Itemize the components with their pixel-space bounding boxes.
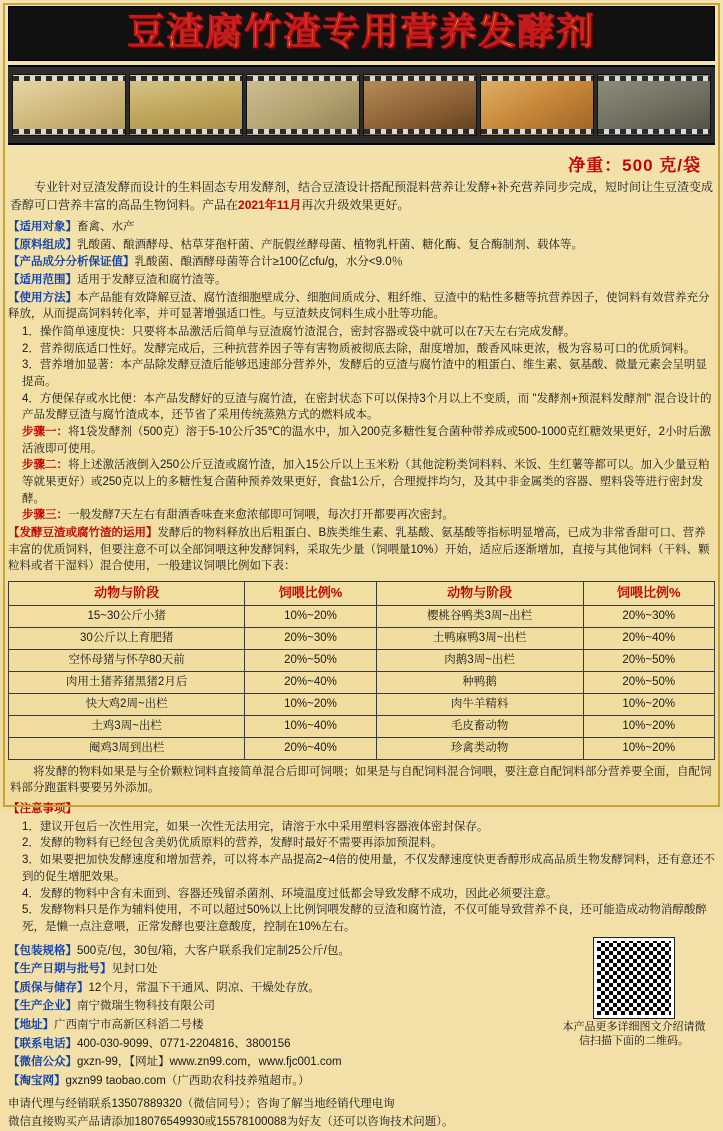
note-item: 4．发酵的物料中含有未面到、容器还残留杀菌剂、环境温度过低都会导致发酵不成功，因此必须要注意。 <box>22 887 558 900</box>
spec-wechat <box>8 1053 715 1072</box>
spec-address-value: 广西南宁市高新区科滔二号楼 <box>54 1019 204 1032</box>
spec-phone-label: 【联系电话】 <box>8 1037 77 1050</box>
field-application-label: 【发酵豆渣或腐竹渣的运用】 <box>8 526 158 539</box>
spec-wechat-label: 【微信公众】 <box>8 1056 77 1069</box>
field-composition <box>8 254 715 271</box>
photo-frame-6 <box>597 74 711 136</box>
cell-animal-left: 肉用土猪荞猪黑猪2月后 <box>9 671 245 693</box>
field-usage <box>8 290 715 323</box>
field-ingredients-label: 【原料组成】 <box>8 238 77 251</box>
photo-frame-3 <box>246 74 360 136</box>
cell-ratio-left: 10%~20% <box>245 693 376 715</box>
field-application-value: 发酵后的物料释放出后粗蛋白、B族类维生素、乳基酸、氨基酸等指标明显增高，已成为非常香甜可口、营养丰富的优质饲料，但要注意不可以全部饲喂这种发酵饲料，采取先少量（饲喂量10%）开始，适应后逐渐增加，直接与其他饲料（干料、颗粒料或者干湿料）混合使用，一般建议饲喂比例如下表： <box>8 526 710 573</box>
spec-package-value: 500克/包，30包/箱，大客户联系我们定制25公斤/包。 <box>77 944 350 957</box>
field-ingredients-value: 乳酸菌、酿酒酵母、枯草芽孢杆菌、产朊假丝酵母菌、植物乳杆菌、糖化酶、复合酶制剂、载体等。 <box>77 238 583 251</box>
table-row <box>9 693 715 715</box>
cell-ratio-right: 10%~20% <box>583 737 715 759</box>
table-row <box>9 671 715 693</box>
spec-date-value: 见封口处 <box>111 963 158 976</box>
usage-step-2: 2．营养彻底适口性好。发酵完成后，三种抗营养因子等有害物质被彻底去除，甜度增加，酸香风味更浓，极为容易可口的优质饲料。 <box>22 342 696 355</box>
table-row <box>9 737 715 759</box>
cell-ratio-left: 20%~30% <box>245 627 376 649</box>
field-scope-label: 【适用范围】 <box>8 273 77 286</box>
footer-line-1: 申请代理与经销联系13507889320（微信同号）；咨询了解当地经销代理电询 <box>8 1097 395 1110</box>
table-header-ratio-left: 饲喂比例% <box>245 581 376 605</box>
footer-contact <box>8 1095 715 1131</box>
field-target <box>8 219 715 236</box>
notes-label: 【注意事项】 <box>8 803 77 816</box>
procedure-step-3-text: 一般发酵7天左右有甜酒香味查来愈浓郁即可饲喂，每次打开都要再次密封。 <box>68 509 454 522</box>
spec-block <box>8 942 715 1131</box>
qr-code-image <box>594 938 674 1018</box>
cell-animal-right: 毛皮畜动物 <box>376 715 583 737</box>
table-row <box>9 605 715 627</box>
procedure-step-1-text: 将1袋发酵剂（500克）溶于5-10公斤35℃的温水中，加入200克多糖性复合菌种带养成或500-1000克红糖效果更好，2小时后激活液即可使用。 <box>22 425 711 455</box>
cell-animal-left: 空怀母猪与怀孕80天前 <box>9 649 245 671</box>
table-row <box>9 715 715 737</box>
feeding-ratio-table <box>8 581 715 760</box>
notes-heading <box>8 801 715 818</box>
spec-phone-value: 400-030-9099、0771-2204816、3800156 <box>77 1037 291 1050</box>
cell-ratio-right: 10%~20% <box>583 693 715 715</box>
cell-ratio-left: 20%~50% <box>245 649 376 671</box>
spec-taobao <box>8 1072 715 1091</box>
photo-frame-2 <box>129 74 243 136</box>
field-scope-value: 适用于发酵豆渣和腐竹渣等。 <box>77 273 227 286</box>
spec-package-label: 【包装规格】 <box>8 944 77 957</box>
note-item: 3．如果要把加快发酵速度和增加营养，可以将本产品提高2~4倍的使用量，不仅发酵速度快更香醇形成高品质生物发酵饲料，还有意还不到的促生增肥效果。 <box>22 854 715 883</box>
table-row <box>9 649 715 671</box>
field-scope <box>8 272 715 289</box>
spec-taobao-value: gxzn99 taobao.com（广西助农科技养殖超市。） <box>65 1074 310 1087</box>
cell-ratio-left: 20%~40% <box>245 737 376 759</box>
cell-ratio-right: 20%~30% <box>583 605 715 627</box>
cell-animal-right: 肉牛羊精料 <box>376 693 583 715</box>
field-composition-label: 【产品成分分析保证值】 <box>8 256 135 269</box>
field-composition-value: 乳酸菌、酿酒酵母菌等合计≥100亿cfu/g，水分<9.0％ <box>134 256 404 269</box>
cell-ratio-left: 10%~40% <box>245 715 376 737</box>
spec-taobao-label: 【淘宝网】 <box>8 1074 66 1087</box>
cell-animal-left: 阉鸡3周到出栏 <box>9 737 245 759</box>
cell-ratio-left: 10%~20% <box>245 605 376 627</box>
cell-ratio-right: 20%~50% <box>583 649 715 671</box>
note-item: 1．建议开包后一次性用完，如果一次性无法用完，请溶于水中采用塑料容器液体密封保存。 <box>22 820 489 833</box>
table-header-ratio-right: 饲喂比例% <box>583 581 715 605</box>
intro-paragraph: 专业针对豆渣发酵而设计的生料固态专用发酵剂，结合豆渣设计搭配预混料营养让发酵+补充营养同步完成，短时间让生豆渣变成香醇可口营养丰富的高品生物饲料。产品在2021年11月再次升级效果更好。 <box>10 179 714 212</box>
cell-animal-left: 土鸡3周~出栏 <box>9 715 245 737</box>
footer-line-2: 微信直接购买产品请添加18076549930或15578100088为好友（还可以咨询技术问题）。 <box>8 1115 454 1128</box>
field-usage-value: 本产品能有效降解豆渣、腐竹渣细胞壁成分、细胞间质成分、粗纤维、豆渣中的粘性多糖等抗营养因子，使饲料有效营养充分释放，从而提高饲料转化率，并可显著增强适口性。与豆渣麸皮饲料生成小肚等功能。 <box>8 291 710 321</box>
field-target-value: 畜禽、水产 <box>77 220 135 233</box>
spec-shelf-life-label: 【质保与储存】 <box>8 981 89 994</box>
table-header-row <box>9 581 715 605</box>
photo-filmstrip <box>8 65 715 145</box>
content-body <box>8 178 715 1131</box>
cell-ratio-left: 20%~40% <box>245 671 376 693</box>
spec-address-label: 【地址】 <box>8 1019 54 1032</box>
field-usage-label: 【使用方法】 <box>8 291 77 304</box>
procedure-step-3-label: 步骤三： <box>22 509 68 522</box>
procedure-step-2 <box>8 457 715 507</box>
usage-step-3: 3．营养增加显著：本产品除发酵豆渣后能够迅速部分营养外，发酵后的豆渣与腐竹渣中的粗蛋白、维生素、氨基酸、微量元素会呈明显提高。 <box>22 359 707 388</box>
table-row <box>9 627 715 649</box>
procedure-step-2-text: 将上述激活液倒入250公斤豆渣或腐竹渣，加入15公斤以上玉米粉（其他淀粉类饲料料、米饭、生红薯等都可以。加入少量豆粕等就果更好）或250克以上的多糖性复合菌种预养效果更好，食盐1公斤，合理搅拌均匀，及其中非金属类的容器、塑料袋等进行密封发酵。 <box>22 459 710 505</box>
spec-date-label: 【生产日期与批号】 <box>8 963 112 976</box>
qr-area <box>559 938 709 1050</box>
spec-wechat-value: gxzn-99，【网址】www.zn99.com，www.fjc001.com <box>77 1056 342 1069</box>
spec-shelf-life-value: 12个月，常温下干通风、阴凉、干燥处存放。 <box>88 981 320 994</box>
cell-animal-left: 15~30公斤小猪 <box>9 605 245 627</box>
spec-manufacturer-label: 【生产企业】 <box>8 1000 77 1013</box>
intro-date-highlight: 2021年11月 <box>238 197 302 212</box>
usage-step-1: 1．操作简单速度快：只要将本品激活后简单与豆渣腐竹渣混合，密封容器或袋中就可以在7天左右完成发酵。 <box>22 325 576 338</box>
usage-note: 4．方便保存或水比便：本产品发酵好的豆渣与腐竹渣，在密封状态下可以保持3个月以上不变质，而 "发酵剂+预混料发酵剂" 混合设计的产品发酵豆渣与腐竹渣成本，还节省了采用传统蒸熟方式的燃料成本。 <box>22 392 712 422</box>
cell-ratio-right: 20%~40% <box>583 627 715 649</box>
cell-animal-right: 土鸭麻鸭3周~出栏 <box>376 627 583 649</box>
photo-frame-4 <box>363 74 477 136</box>
cell-animal-right: 珍禽类动物 <box>376 737 583 759</box>
page-title: 豆渣腐竹渣专用营养发酵剂 <box>127 10 596 53</box>
cell-animal-left: 30公斤以上育肥猪 <box>9 627 245 649</box>
qr-caption: 本产品更多详细图文介绍请微信扫描下面的二维码。 <box>562 1020 706 1048</box>
spec-manufacturer-value: 南宁微瑞生物科技有限公司 <box>77 1000 215 1013</box>
cell-ratio-right: 20%~50% <box>583 671 715 693</box>
procedure-step-3 <box>8 507 715 524</box>
photo-frame-1 <box>12 74 126 136</box>
net-weight: 净重：500 克/袋 <box>568 155 701 175</box>
photo-frame-5 <box>480 74 594 136</box>
procedure-step-1-label: 步骤一： <box>22 425 68 438</box>
note-item: 5．发酵物料只是作为辅料使用，不可以超过50%以上比例饲喂发酵的豆渣和腐竹渣，不仅可能导致营养不良，还可能造成动物消醇酸醉死，是懒一点注意喂，正常发酵也要注意酸度，控制在10%左右。 <box>22 904 707 933</box>
field-target-label: 【适用对象】 <box>8 220 77 233</box>
table-header-animal-right: 动物与阶段 <box>376 581 583 605</box>
field-ingredients <box>8 237 715 254</box>
title-banner <box>8 6 715 61</box>
note-item: 2．发酵的物料有已经包含美奶优质原料的营养，发酵时最好不需要再添加预混料。 <box>22 837 443 850</box>
after-table-note: 将发酵的物料如果是与全价颗粒饲料直接简单混合后即可饲喂；如果是与自配饲料混合饲喂，要注意自配饲料部分营养要全面，自配饲料部分跑蛋料要要另外添加。 <box>10 765 712 795</box>
cell-ratio-right: 10%~20% <box>583 715 715 737</box>
table-header-animal-left: 动物与阶段 <box>9 581 245 605</box>
cell-animal-right: 种鸭鹅 <box>376 671 583 693</box>
procedure-step-1 <box>8 424 715 457</box>
cell-animal-left: 快大鸡2周~出栏 <box>9 693 245 715</box>
cell-animal-right: 肉鹅3周~出栏 <box>376 649 583 671</box>
field-application <box>8 525 715 575</box>
cell-animal-right: 樱桃谷鸭类3周~出栏 <box>376 605 583 627</box>
procedure-step-2-label: 步骤二： <box>22 459 68 472</box>
